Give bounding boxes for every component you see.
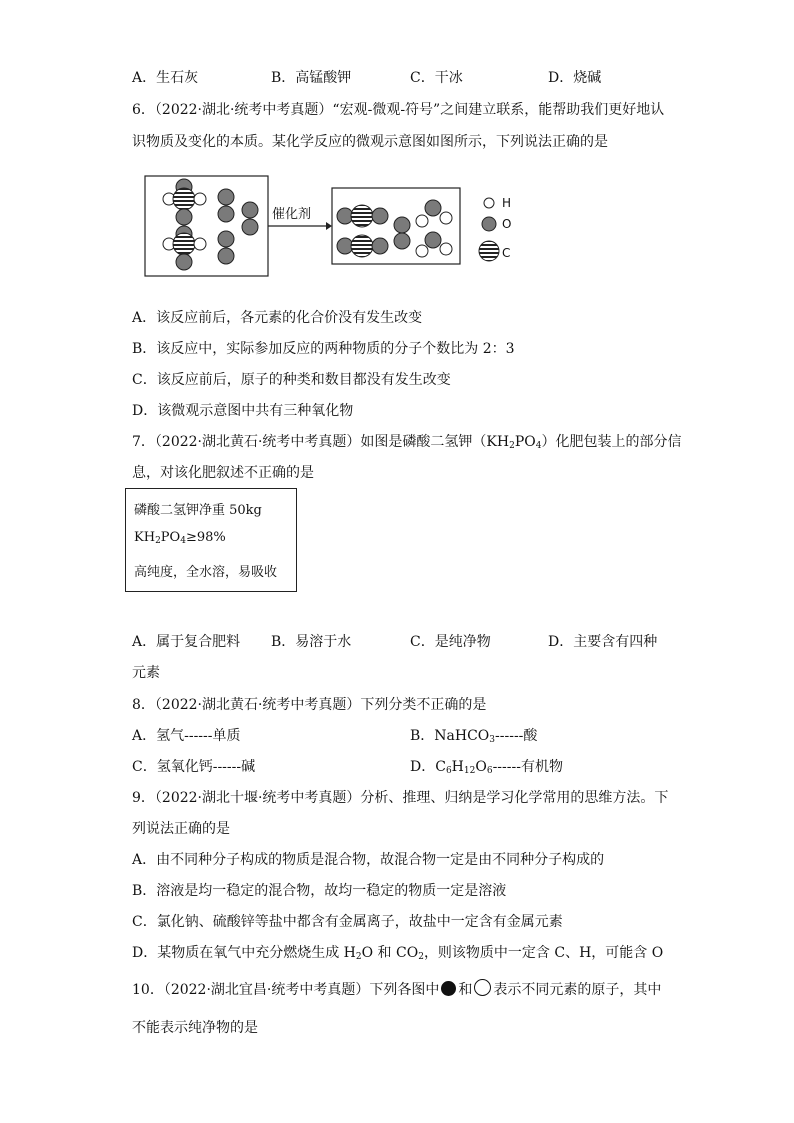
black-atom-icon: [441, 981, 456, 996]
q7-option-d-cont: 元素: [132, 665, 160, 681]
reaction-micro-diagram: [140, 172, 540, 278]
q8-option-b: B．NaHCO$_3$------酸: [410, 728, 538, 745]
svg-text:C: C: [502, 246, 511, 260]
q7-stem-line1: 7．（2022·湖北黄石·统考中考真题）如图是磷酸二氢钾$(KH_2PO_4)$化肥包装上的部分信: [132, 434, 682, 451]
svg-text:H: H: [502, 196, 512, 210]
q7-option-b: B．易溶于水: [271, 634, 352, 650]
q9-stem-line1: 9．（2022·湖北十堰·统考中考真题）分析、推理、归纳是学习化学常用的思维方法。下: [132, 790, 669, 806]
q6-option-b: B．该反应中，实际参加反应的两种物质的分子个数比为 2：3: [132, 341, 515, 357]
q7-option-d: D．主要含有四种: [548, 634, 658, 650]
q10-stem-line1: 10．（2022·湖北宜昌·统考中考真题）下列各图中 和 表示不同元素的原子，其中: [132, 979, 661, 999]
q6-stem-line2: 识物质及变化的本质。某化学反应的微观示意图如图所示，下列说法正确的是: [132, 134, 608, 150]
q9-option-d: D．某物质在氧气中充分燃烧生成 $H_2O$ 和 $CO_2$，则该物质中一定含 C、H，可能含 O: [132, 945, 664, 962]
q8-option-d: D．$C_6H_{12}O_6------$有机物: [410, 759, 563, 776]
q6-option-a: A．该反应前后，各元素的化合价没有发生改变: [132, 310, 423, 326]
product-co2-1: [337, 205, 388, 227]
q10-stem-line2: 不能表示纯净物的是: [132, 1020, 258, 1036]
q5-option-b: B．高锰酸钾: [271, 70, 352, 86]
q9-stem-line2: 列说法正确的是: [132, 821, 230, 837]
svg-text:O: O: [502, 217, 512, 231]
q9-option-b: B．溶液是均一稳定的混合物，故均一稳定的物质一定是溶液: [132, 883, 507, 899]
label-line-3: 高纯度，全水溶，易吸收: [134, 565, 278, 580]
q8-option-c: C．氢氧化钙------碱: [132, 759, 256, 775]
fertilizer-label-box: [125, 488, 297, 592]
catalyst-label: 催化剂: [272, 207, 312, 222]
q9-option-a: A．由不同种分子构成的物质是混合物，故混合物一定是由不同种分子构成的: [132, 852, 605, 868]
q8-option-a: A．氢气------单质: [132, 728, 241, 744]
q5-option-d: D．烧碱: [548, 70, 602, 86]
product-co2-2: [337, 235, 388, 257]
label-line-1: 磷酸二氢钾净重 50kg: [134, 503, 262, 518]
white-atom-icon: [474, 979, 491, 996]
q6-option-c: C．该反应前后，原子的种类和数目都没有发生改变: [132, 372, 451, 388]
q6-option-d: D．该微观示意图中共有三种氧化物: [132, 403, 354, 419]
q7-stem-line2: 息，对该化肥叙述不正确的是: [132, 465, 314, 481]
q7-option-c: C．是纯净物: [410, 634, 491, 650]
label-line-2: $KH_2PO_4\ge 98\%$: [134, 530, 226, 546]
q5-option-c: C．干冰: [410, 70, 463, 86]
q9-option-c: C．氯化钠、硫酸锌等盐中都含有金属离子，故盐中一定含有金属元素: [132, 914, 563, 930]
q6-stem-line1: 6．（2022·湖北·统考中考真题）“宏观-微观-符号”之间建立联系，能帮助我们更好地认: [132, 102, 665, 118]
q5-option-a: A．生石灰: [132, 70, 199, 86]
q7-option-a: A．属于复合肥料: [132, 634, 241, 650]
q8-stem: 8．（2022·湖北黄石·统考中考真题）下列分类不正确的是: [132, 697, 487, 713]
atom-legend: [479, 196, 511, 261]
